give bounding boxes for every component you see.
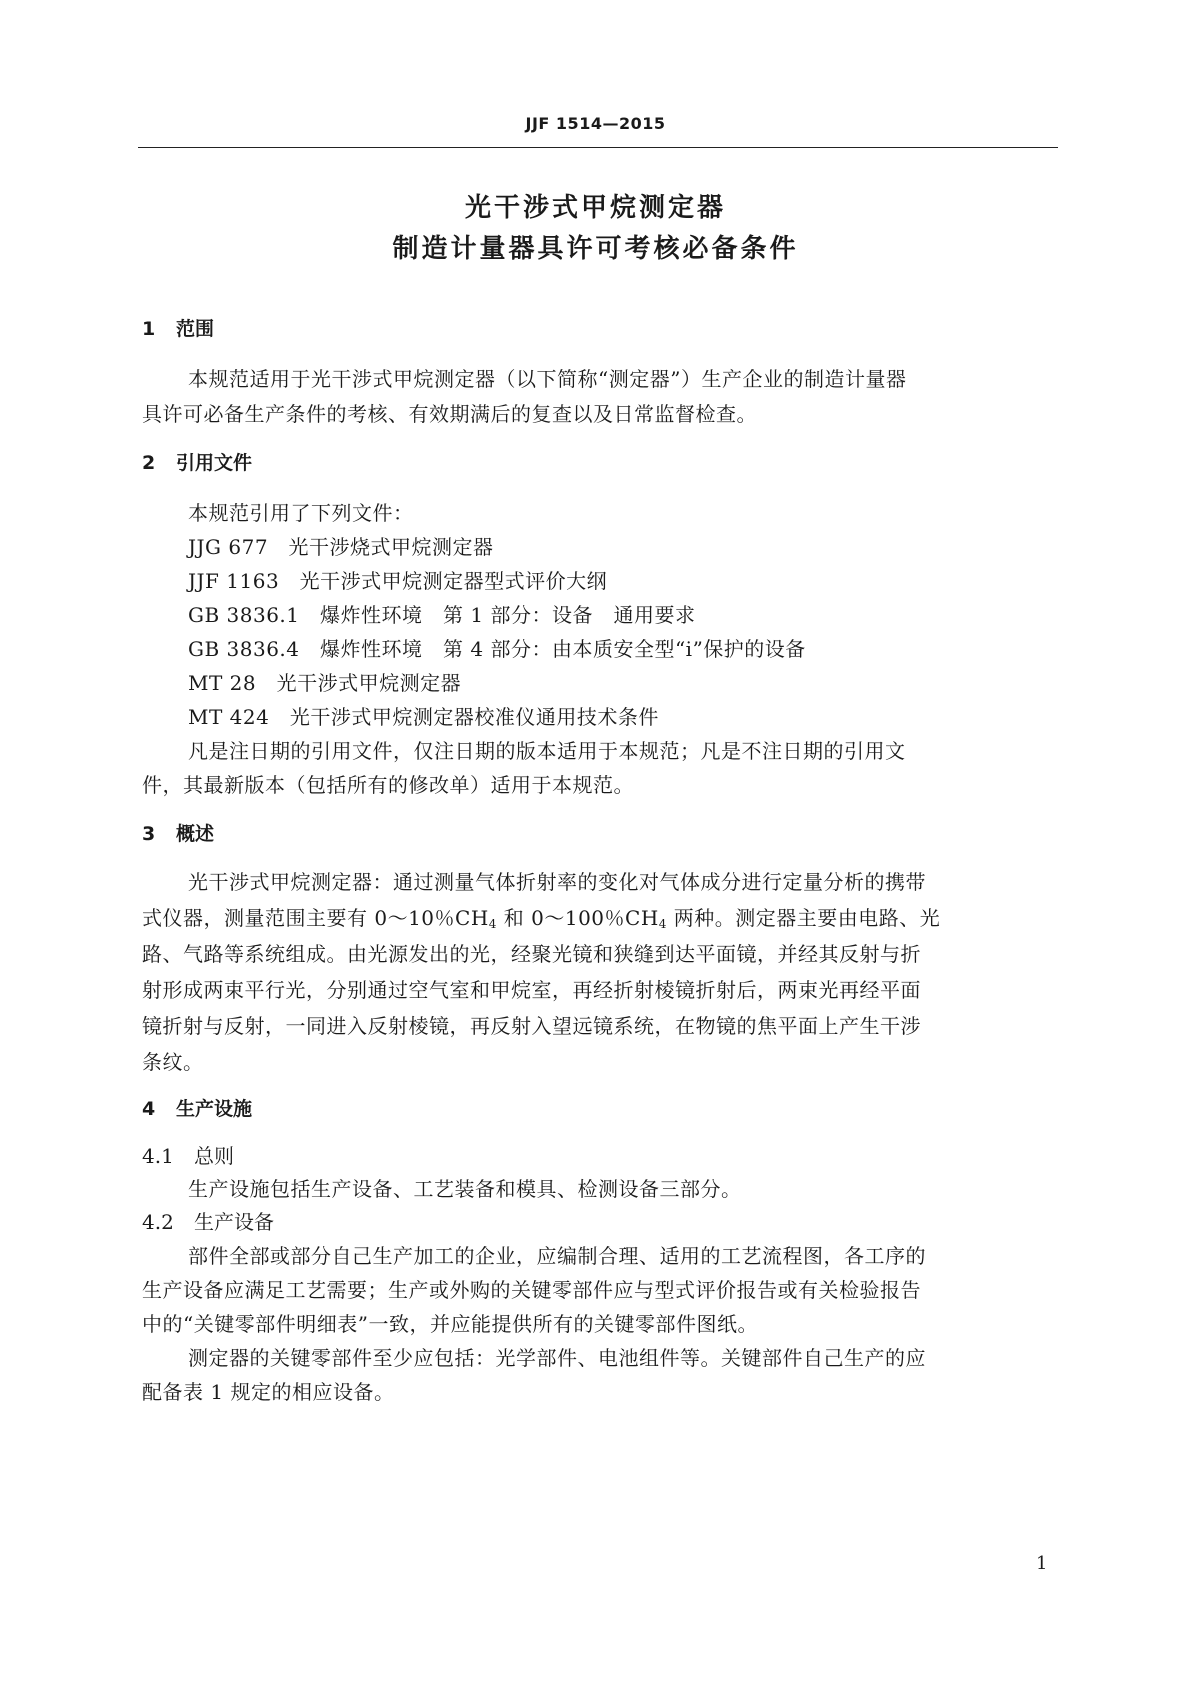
paragraph-line: 中的“关键零部件明细表”一致，并应能提供所有的关键零部件图纸。 <box>142 1312 758 1336</box>
title-line-1: 光干涉式甲烷测定器 <box>464 193 726 223</box>
text-run: 式仪器，测量范围主要有 0～10％CH <box>142 906 489 930</box>
section-number: 1 <box>142 318 156 340</box>
title-line-2: 制造计量器具许可考核必备条件 <box>392 234 799 264</box>
subsection-4-2-heading <box>142 1206 274 1235</box>
paragraph-line: 生产设施包括生产设备、工艺装备和模具、检测设备三部分。 <box>188 1177 742 1201</box>
reference-item: MT 424 光干涉式甲烷测定器校准仪通用技术条件 <box>188 705 659 729</box>
section-title: 引用文件 <box>176 452 253 474</box>
subsection-title: 总则 <box>194 1144 234 1168</box>
reference-item: JJF 1163 光干涉式甲烷测定器型式评价大纲 <box>188 569 608 593</box>
text-run: 两种。测定器主要由电路、光 <box>666 906 941 930</box>
paragraph-line: 本规范适用于光干涉式甲烷测定器（以下简称“测定器”）生产企业的制造计量器 <box>188 367 907 391</box>
paragraph-line: 镜折射与反射，一同进入反射棱镜，再反射入望远镜系统，在物镜的焦平面上产生干涉 <box>142 1014 921 1038</box>
subsection-number: 4.1 <box>142 1144 174 1168</box>
page-number: 1 <box>1036 1553 1048 1574</box>
section-title: 范围 <box>176 318 215 340</box>
subsection-4-1-heading <box>142 1140 234 1169</box>
reference-item: GB 3836.1 爆炸性环境 第 1 部分：设备 通用要求 <box>188 603 696 627</box>
paragraph-line: 部件全部或部分自己生产加工的企业，应编制合理、适用的工艺流程图，各工序的 <box>188 1244 926 1268</box>
paragraph-line: 路、气路等系统组成。由光源发出的光，经聚光镜和狭缝到达平面镜，并经其反射与折 <box>142 942 921 966</box>
section-number: 2 <box>142 452 156 474</box>
text-run: 和 0～100％CH <box>496 906 659 930</box>
section-title: 生产设施 <box>176 1098 253 1120</box>
reference-item: MT 28 光干涉式甲烷测定器 <box>188 671 462 695</box>
subscript: 4 <box>488 917 497 931</box>
paragraph-line: 配备表 1 规定的相应设备。 <box>142 1380 395 1404</box>
paragraph-line: 条纹。 <box>142 1050 204 1074</box>
paragraph-line: 测定器的关键零部件至少应包括：光学部件、电池组件等。关键部件自己生产的应 <box>188 1346 926 1370</box>
section-2-heading <box>142 448 252 475</box>
paragraph-line: 本规范引用了下列文件： <box>188 501 414 525</box>
section-number: 4 <box>142 1098 156 1120</box>
section-4-heading <box>142 1094 252 1121</box>
section-title: 概述 <box>176 823 215 845</box>
reference-item: GB 3836.4 爆炸性环境 第 4 部分：由本质安全型“i”保护的设备 <box>188 637 806 661</box>
paragraph-line: 件，其最新版本（包括所有的修改单）适用于本规范。 <box>142 773 634 797</box>
paragraph-line: 凡是注日期的引用文件，仅注日期的版本适用于本规范；凡是不注日期的引用文 <box>188 739 906 763</box>
subsection-number: 4.2 <box>142 1210 174 1234</box>
section-3-heading <box>142 819 214 846</box>
reference-item: JJG 677 光干涉烧式甲烷测定器 <box>188 535 494 559</box>
subscript: 4 <box>658 917 667 931</box>
paragraph-line <box>142 902 1062 931</box>
header-rule <box>138 147 1058 148</box>
standard-header: JJF 1514—2015 <box>525 114 666 133</box>
subsection-title: 生产设备 <box>194 1210 274 1234</box>
section-1-heading <box>142 314 214 341</box>
paragraph-line: 生产设备应满足工艺需要；生产或外购的关键零部件应与型式评价报告或有关检验报告 <box>142 1278 921 1302</box>
paragraph-line: 具许可必备生产条件的考核、有效期满后的复查以及日常监督检查。 <box>142 402 757 426</box>
paragraph-line: 光干涉式甲烷测定器：通过测量气体折射率的变化对气体成分进行定量分析的携带 <box>188 870 926 894</box>
section-number: 3 <box>142 823 156 845</box>
paragraph-line: 射形成两束平行光，分别通过空气室和甲烷室，再经折射棱镜折射后，两束光再经平面 <box>142 978 921 1002</box>
